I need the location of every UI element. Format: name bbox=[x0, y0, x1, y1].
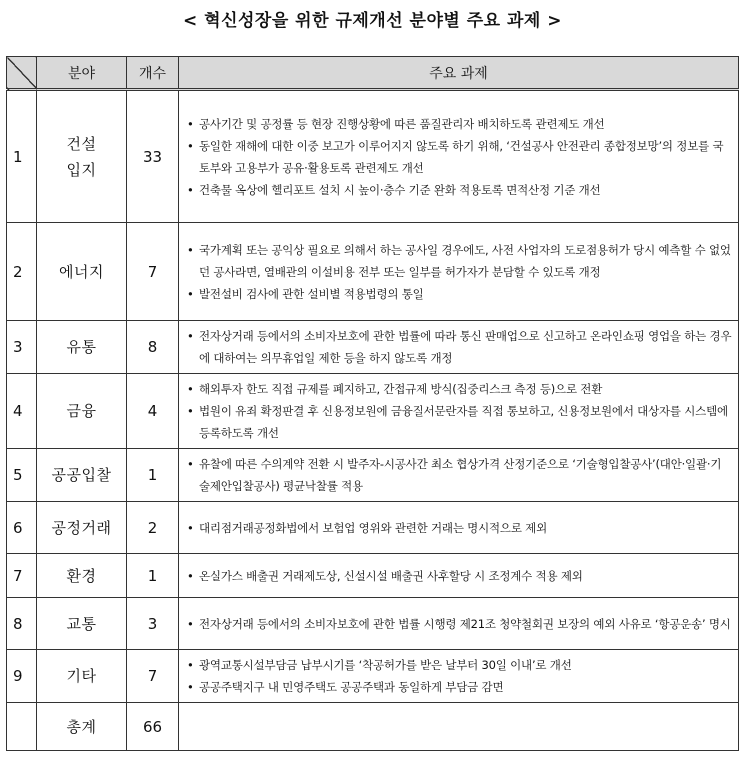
task-text: 공사기간 및 공정률 등 현장 진행상황에 따른 품질관리자 배치하도록 관련제도 개선 bbox=[199, 116, 605, 131]
row-field: 공공입찰 bbox=[37, 449, 127, 502]
row-field: 환경 bbox=[37, 554, 127, 598]
row-field: 에너지 bbox=[37, 223, 127, 321]
task-text: 대리점거래공정화법에서 보험업 영위와 관련한 거래는 명시적으로 제외 bbox=[199, 520, 547, 535]
header-count: 개수 bbox=[127, 57, 179, 90]
page-title: < 혁신성장을 위한 규제개선 분야별 주요 과제 > bbox=[182, 11, 562, 31]
table-body bbox=[7, 90, 739, 751]
total-row bbox=[7, 703, 739, 751]
row-number: 4 bbox=[7, 374, 37, 449]
row-tasks bbox=[179, 650, 739, 703]
task-text: 건축물 옥상에 헬리포트 설치 시 높이·층수 기준 완화 적용토록 면적산정 기준 개선 bbox=[199, 182, 601, 197]
task-item bbox=[187, 135, 732, 179]
task-text: 해외투자 한도 직접 규제를 폐지하고, 간접규제 방식(집중리스크 측정 등)으로 전환 bbox=[199, 382, 603, 396]
task-text: 광역교통시설부담금 납부시기를 ‘착공허가를 받은 날부터 30일 이내’로 개선 bbox=[199, 658, 572, 672]
row-field: 유통 bbox=[37, 321, 127, 374]
total-count: 66 bbox=[127, 703, 179, 751]
row-count: 33 bbox=[127, 90, 179, 223]
task-text: 유찰에 따른 수의계약 전환 시 발주자-시공사간 최소 협상가격 산정기준으로 ‘기술형입찰공사’(대안·일괄·기술제안입찰공사) 평균낙찰률 적용 bbox=[199, 457, 722, 493]
table-row bbox=[7, 374, 739, 449]
row-count: 3 bbox=[127, 598, 179, 650]
bullet-icon: • bbox=[187, 658, 194, 672]
row-tasks bbox=[179, 223, 739, 321]
row-count: 8 bbox=[127, 321, 179, 374]
bullet-icon: • bbox=[187, 520, 194, 535]
header-corner-cell bbox=[7, 57, 37, 90]
total-empty-cell bbox=[7, 703, 37, 751]
row-number: 8 bbox=[7, 598, 37, 650]
task-text: 법원이 유죄 확정판결 후 신용정보원에 금융질서문란자를 직접 통보하고, 신용정보원에서 대상자를 시스템에 등록하도록 개선 bbox=[199, 404, 728, 440]
row-number: 9 bbox=[7, 650, 37, 703]
total-label: 총계 bbox=[37, 703, 127, 751]
task-item bbox=[187, 676, 732, 698]
bullet-icon: • bbox=[187, 404, 194, 418]
bullet-icon: • bbox=[187, 382, 194, 396]
table-row bbox=[7, 598, 739, 650]
row-tasks bbox=[179, 502, 739, 554]
task-item bbox=[187, 179, 732, 201]
bullet-icon: • bbox=[187, 457, 194, 471]
row-field: 금융 bbox=[37, 374, 127, 449]
bullet-icon: • bbox=[187, 138, 194, 153]
table-row bbox=[7, 554, 739, 598]
row-field: 교통 bbox=[37, 598, 127, 650]
row-count: 7 bbox=[127, 223, 179, 321]
row-field: 기타 bbox=[37, 650, 127, 703]
task-text: 동일한 재해에 대한 이중 보고가 이루어지지 않도록 하기 위해, ‘건설공사 안전관리 종합정보망’의 정보를 국토부와 고용부가 공유·활용토록 관련제도 개선 bbox=[199, 138, 724, 175]
bullet-icon: • bbox=[187, 182, 194, 197]
row-number: 1 bbox=[7, 90, 37, 223]
total-tasks-empty bbox=[179, 703, 739, 751]
header-field: 분야 bbox=[37, 57, 127, 90]
header-tasks: 주요 과제 bbox=[179, 57, 739, 90]
bullet-icon: • bbox=[187, 286, 194, 301]
row-number: 5 bbox=[7, 449, 37, 502]
bullet-icon: • bbox=[187, 242, 194, 257]
task-text: 국가계획 또는 공익상 필요로 의해서 하는 공사일 경우에도, 사전 사업자의 도로점용허가 당시 예측할 수 없었던 공사라면, 열배관의 이설비용 전부 또는 일부를 허가자가 분담할 수 있도록 개정 bbox=[199, 242, 731, 279]
bullet-icon: • bbox=[187, 680, 194, 694]
row-number: 7 bbox=[7, 554, 37, 598]
table-row bbox=[7, 650, 739, 703]
task-item bbox=[187, 613, 732, 635]
row-tasks bbox=[179, 449, 739, 502]
table-row bbox=[7, 321, 739, 374]
table-row bbox=[7, 502, 739, 554]
task-item bbox=[187, 378, 732, 400]
task-item bbox=[187, 654, 732, 676]
row-tasks bbox=[179, 554, 739, 598]
bullet-icon: • bbox=[187, 568, 194, 583]
row-tasks bbox=[179, 90, 739, 223]
row-tasks bbox=[179, 598, 739, 650]
task-item bbox=[187, 325, 732, 369]
task-text: 발전설비 검사에 관한 설비별 적용법령의 통일 bbox=[199, 286, 424, 301]
task-item bbox=[187, 283, 732, 305]
table-row bbox=[7, 449, 739, 502]
regulation-table bbox=[6, 56, 739, 751]
task-item bbox=[187, 517, 732, 539]
bullet-icon: • bbox=[187, 329, 194, 343]
row-count: 4 bbox=[127, 374, 179, 449]
row-field: 공정거래 bbox=[37, 502, 127, 554]
task-item bbox=[187, 565, 732, 587]
task-item bbox=[187, 400, 732, 444]
row-field: 건설 입지 bbox=[37, 90, 127, 223]
row-number: 2 bbox=[7, 223, 37, 321]
row-count: 1 bbox=[127, 449, 179, 502]
row-number: 3 bbox=[7, 321, 37, 374]
task-text: 온실가스 배출권 거래제도상, 신설시설 배출권 사후할당 시 조정계수 적용 제외 bbox=[199, 568, 583, 583]
bullet-icon: • bbox=[187, 616, 194, 631]
task-text: 전자상거래 등에서의 소비자보호에 관한 법률에 따라 통신 판매업으로 신고하고 온라인쇼핑 영업을 하는 경우에 대하여는 의무휴업일 제한 등을 하지 않도록 개정 bbox=[199, 329, 732, 365]
row-count: 1 bbox=[127, 554, 179, 598]
task-item bbox=[187, 113, 732, 135]
task-item bbox=[187, 453, 732, 497]
header-row bbox=[7, 57, 739, 90]
row-count: 7 bbox=[127, 650, 179, 703]
task-text: 공공주택지구 내 민영주택도 공공주택과 동일하게 부담금 감면 bbox=[199, 680, 504, 694]
row-count: 2 bbox=[127, 502, 179, 554]
table-row bbox=[7, 90, 739, 223]
bullet-icon: • bbox=[187, 116, 194, 131]
row-tasks bbox=[179, 374, 739, 449]
task-item bbox=[187, 239, 732, 283]
row-number: 6 bbox=[7, 502, 37, 554]
row-tasks bbox=[179, 321, 739, 374]
table-row bbox=[7, 223, 739, 321]
task-text: 전자상거래 등에서의 소비자보호에 관한 법률 시행령 제21조 청약철회권 보장의 예외 사유로 ‘항공운송’ 명시 bbox=[199, 616, 731, 631]
